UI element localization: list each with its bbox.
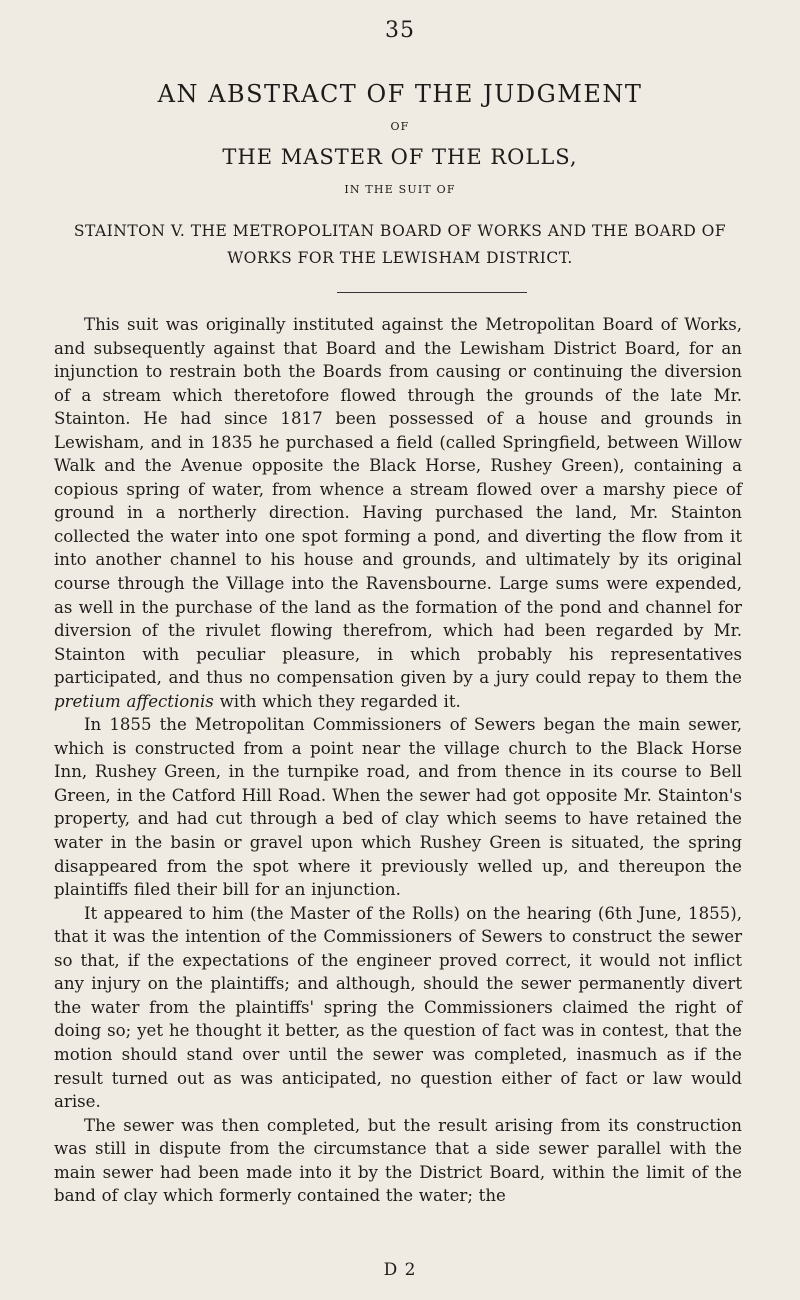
paragraph-1-italic-phrase: pretium affectionis xyxy=(54,691,214,711)
paragraph-4: The sewer was then completed, but the result arising from its construction was still in dispute from the circumstance that a side sewer parallel with the main sewer had been made into it by the District Board, within the limit of the band of clay which formerly contained the water; the xyxy=(54,1115,742,1206)
document-title: AN ABSTRACT OF THE JUDGMENT xyxy=(157,80,643,108)
signature-mark: D 2 xyxy=(383,1260,417,1280)
paragraph-1-end: with which they regarded it. xyxy=(219,691,461,711)
paragraph-1 xyxy=(54,313,742,713)
paragraph-2: In 1855 the Metropolitan Commissioners of Sewers began the main sewer, which is constructed from a point near the village church to the Black Horse Inn, Rushey Green, in the turnpike road, and from thence in its course to Bell Green, in the Catford Hill Road. When the sewer had got opposite Mr. Stainton's property, and had cut through a bed of clay which seems to have retained the water in the basin or gravel upon which Rushey Green is situated, the spring disappeared from the spot where it previously welled up, and thereupon the plaintiffs filed their bill for an injunction. xyxy=(54,715,742,900)
paragraph-3: It appeared to him (the Master of the Rolls) on the hearing (6th June, 1855), that it was the intention of the Commissioners of Sewers to construct the sewer so that, if the expectations of the engineer proved correct, it would not inflict any injury on the plaintiffs; and although, should the sewer permanently divert the water from the plaintiffs' spring the Commissioners claimed the right of doing so; yet he thought it better, as the question of fact was in contest, that the motion should stand over until the sewer was completed, inasmuch as if the result turned out as was anticipated, no question either of fact or law would arise. xyxy=(54,903,742,1112)
in-the-suit-of-line: IN THE SUIT OF xyxy=(344,183,456,196)
case-parties: STAINTON V. THE METROPOLITAN BOARD OF WORKS AND THE BOARD OF WORKS FOR THE LEWISHAM DISTRICT. xyxy=(73,222,727,267)
paragraph-1-text: This suit was originally instituted against the Metropolitan Board of Works, and subsequently against that Board and the Lewisham District Board, for an injunction to restrain both the Boards from causing or continuing the diversion of a stream which theretofore flowed through the grounds of the late Mr. Stainton. He had since 1817 been possessed of a house and grounds in Lewisham, and in 1835 he purchased a field (called Springfield, between Willow Walk and the Avenue opposite the Black Horse, Rushey Green), containing a copious spring of water, from whence a stream flowed over a marshy piece of ground in a northerly direction. Having purchased the land, Mr. Stainton collected the water into one spot forming a pond, and diverting the flow from it into another channel to his house and grounds, and ultimately by its original course through the Village into the Ravensbourne. Large sums were expended, as well in the purchase of the land as the formation of the pond and channel for diversion of the rivulet flowing therefrom, which had been regarded by Mr. Stainton with peculiar pleasure, in which probably his representatives participated, and thus no compensation given by a jury could repay to them the xyxy=(54,315,742,688)
page-number: 35 xyxy=(385,18,415,43)
document-subtitle: THE MASTER OF THE ROLLS, xyxy=(222,145,578,169)
of-line: OF xyxy=(390,120,410,133)
divider-rule xyxy=(337,292,527,293)
body-text xyxy=(54,313,742,1208)
